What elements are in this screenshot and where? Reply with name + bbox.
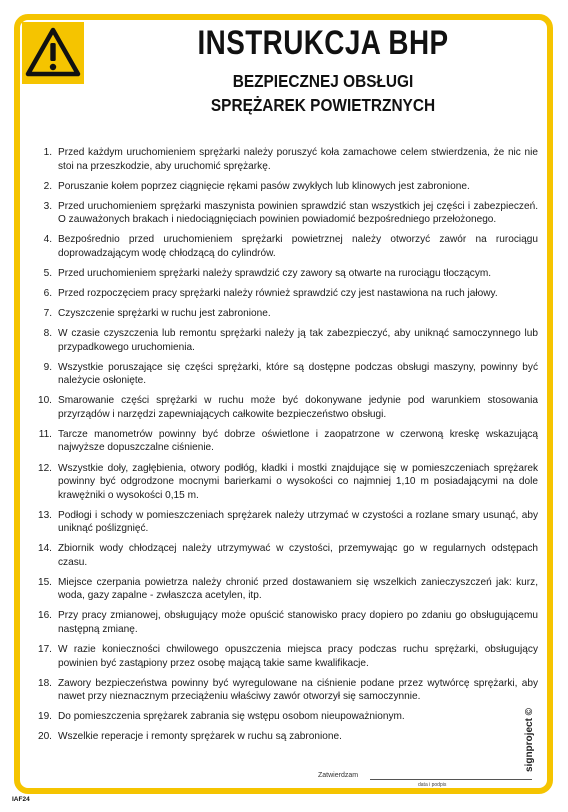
rule-text: Czyszczenie sprężarki w ruchu jest zabronione. [58,308,271,320]
rule-item [34,327,538,354]
rule-item [34,730,538,744]
rule-item [34,677,538,704]
rule-item [34,287,538,301]
brand-mark [524,702,542,772]
rule-text: Podłogi i schody w pomieszczeniach sprężarek należy utrzymać w czystości a rozlane smary usunąć, aby uniknąć poślizgnięć. [58,509,538,535]
rule-number: 4. [43,234,52,246]
rule-number: 11. [38,428,52,440]
rule-text: Przed uruchomieniem sprężarki należy sprawdzić czy zawory są otwarte na rurociągu tłoczącym. [58,267,492,279]
rule-item [34,361,538,388]
rule-number: 18. [37,677,52,689]
rule-number: 16. [37,610,52,622]
rule-text: Wszystkie doły, zagłębienia, otwory podłóg, kładki i mostki znajdujące się w pomieszczeniach sprężarek powinny być odgrodzone mocnymi barierkami o wysokości co najmniej 1,10 m posiadającymi na dole krawężniki o wysokości 0,15 m. [58,462,538,501]
approve-label: Zatwierdzam [318,772,359,779]
rule-text: Przed uruchomieniem sprężarki maszynista powinien sprawdzić stan wszystkich jej części i zabezpieczeń. O zauważonych brakach i niedociągnięciach powinien powiadomić bezpośredniego przełożonego. [58,200,538,226]
rule-text: Poruszanie kołem poprzez ciągnięcie rękami pasów zwykłych lub klinowych jest zabronione. [58,180,470,192]
rule-item [34,509,538,536]
rule-number: 8. [43,328,52,340]
rule-item [34,180,538,194]
rule-text: Do pomieszczenia sprężarek zabrania się wstępu osobom nieupoważnionym. [58,711,405,723]
rule-text: Zawory bezpieczeństwa powinny być wyregulowane na ciśnienie podane przez wytwórcę sprężarki, aby nawet przy nieznacznym przeciążeniu właściwy zawór otworzył się samoczynnie. [58,677,538,703]
rule-number: 7. [43,308,52,320]
rule-number: 20. [37,731,52,743]
signature-caption: data i podpis [418,782,447,788]
rule-text: Zbiornik wody chłodzącej należy utrzymywać w czystości, przemywając go w regularnych odstępach czasu. [58,543,538,568]
rule-number: 17. [37,644,52,655]
rule-item [34,200,538,227]
rule-text: W czasie czyszczenia lub remontu sprężarki należy ją tak zabezpieczyć, aby uniknąć samoczynnego lub przypadkowego uruchomienia. [58,328,538,353]
rule-text: Smarowanie części sprężarki w ruchu może być dokonywane jedynie pod warunkiem stosowania przyrządów i narzędzi zapewniających całkowite bezpieczeństwo obsługi. [58,395,538,420]
rule-item [34,462,538,503]
rule-item [34,428,538,455]
rule-number: 15. [37,576,52,588]
product-code: IAF24 [12,796,30,803]
rule-item [34,267,538,281]
rule-text: Miejsce czerpania powietrza należy chronić przed dostawaniem się wszelkich zanieczyszczeń jak: kurz, woda, gazy zapalne - zwłaszcza acetylen, itp. [58,576,538,602]
rule-item [34,609,538,636]
subtitle-line-2: SPRĘŻAREK POWIETRZNYCH [210,95,436,115]
rule-number: 14. [37,543,52,555]
rule-item [34,233,538,260]
rule-number: 1. [43,147,52,158]
rule-number: 6. [43,287,52,299]
rule-text: Przed każdym uruchomieniem sprężarki należy poruszyć koła zamachowe celem stwierdzenia, że nic nie stoi na przeszkodzie, aby uruchomić sprężarkę. [58,147,538,172]
rule-text: Wszystkie poruszające się części sprężarki, które są dostępne podczas obsługi maszyny, powinny być należycie osłonięte. [58,361,538,387]
rule-item [34,542,538,569]
page-title: INSTRUKCJA BHP [197,24,449,62]
rule-item [34,146,538,173]
rule-text: W razie konieczności chwilowego opuszczenia miejsca pracy podczas ruchu sprężarki, obsługujący powinien być zastąpiony przez osobę mającą takie same kwalifikacje. [58,644,538,669]
rule-number: 12. [37,462,52,474]
brand-text: signproject © [524,707,535,772]
rule-item [34,307,538,321]
rule-text: Wszelkie reperacje i remonty sprężarek w ruchu są zabronione. [58,731,342,743]
sign-header [90,24,556,116]
rule-text: Przed rozpoczęciem pracy sprężarki należy również sprawdzić czy jest nastawiona na ruch jałowy. [58,287,498,299]
rule-item [34,394,538,421]
rule-number: 19. [37,711,52,723]
rule-number: 5. [43,267,52,279]
rule-text: Tarcze manometrów powinny być dobrze oświetlone i zaopatrzone w czerwoną kreskę wskazującą najwyższe dopuszczalne ciśnienie. [58,428,538,454]
rule-item [34,710,538,724]
rule-number: 2. [43,180,52,192]
rules-list [34,146,538,750]
subtitle-line-1: BEZPIECZNEJ OBSŁUGI [232,71,414,91]
rule-item [34,643,538,670]
rule-number: 9. [43,361,52,373]
signature-line [370,779,532,780]
rule-text: Bezpośrednio przed uruchomieniem sprężarki powietrznej należy otworzyć zawór na rurociągu doprowadzającym wodę chłodzącą do cylindrów. [58,234,538,259]
rule-number: 3. [43,200,52,212]
rule-number: 10. [37,395,52,407]
rule-item [34,576,538,603]
rule-number: 13. [37,509,52,521]
rule-text: Przy pracy zmianowej, obsługujący może opuścić stanowisko pracy dopiero po zdaniu go obsługującemu następną zmianę. [58,610,538,635]
warning-triangle-icon [22,22,84,84]
